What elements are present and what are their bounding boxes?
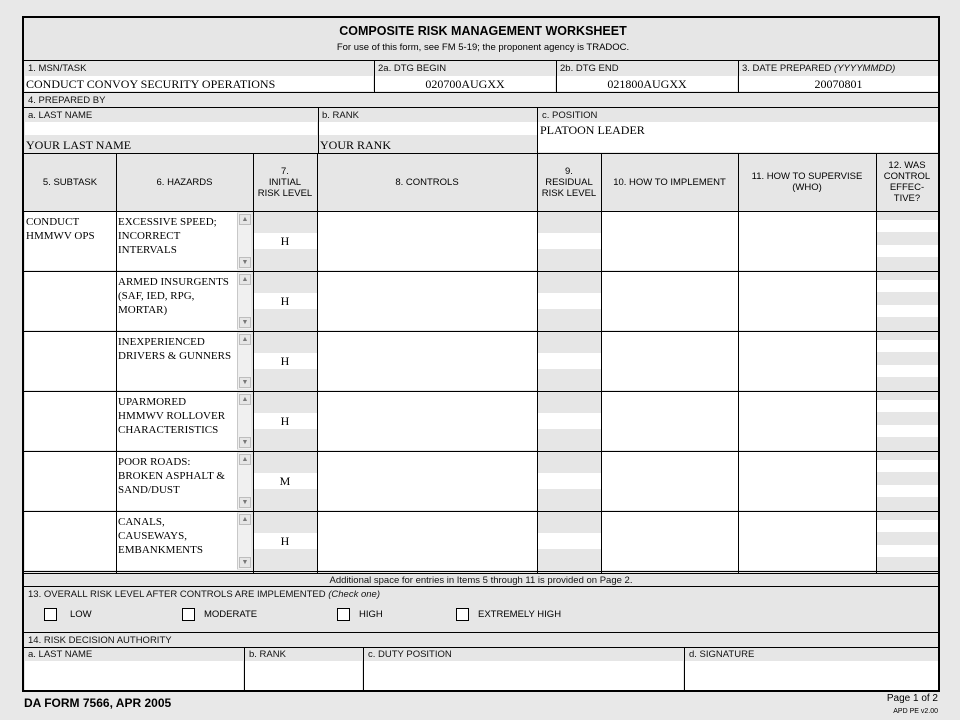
scroll-up-icon[interactable]: ▲ [239, 274, 251, 285]
control-effective-cell[interactable] [877, 425, 938, 437]
subtask-cell[interactable] [25, 392, 116, 450]
scroll-down-icon[interactable]: ▼ [239, 377, 251, 388]
dtg-begin-value: 020700AUGXX [425, 77, 505, 91]
col-how-supervise-header: 11. HOW TO SUPERVISE (WHO) [751, 171, 863, 193]
da-rank-field[interactable] [245, 661, 362, 690]
scroll-down-icon[interactable]: ▼ [239, 497, 251, 508]
scroll-up-icon[interactable]: ▲ [239, 454, 251, 465]
how-implement-cell[interactable] [602, 392, 738, 450]
risk-moderate-checkbox[interactable] [182, 608, 195, 621]
risk-moderate-label: MODERATE [204, 609, 258, 620]
initial-risk-value: H [280, 414, 290, 428]
subtask-cell[interactable] [25, 512, 116, 570]
initial-risk-value: H [280, 354, 290, 368]
residual-risk-cell[interactable] [538, 353, 601, 369]
last-name-value: YOUR LAST NAME [26, 138, 132, 152]
overall-risk-label: 13. OVERALL RISK LEVEL AFTER CONTROLS ARE IMPLEMENTED (Check one) [28, 589, 380, 600]
how-supervise-cell[interactable] [739, 452, 876, 510]
rank-label: b. RANK [322, 110, 359, 121]
controls-cell[interactable] [318, 512, 537, 570]
how-supervise-cell[interactable] [739, 392, 876, 450]
hazard-text: EXCESSIVE SPEED; INCORRECT INTERVALS [118, 216, 217, 256]
form-title: COMPOSITE RISK MANAGEMENT WORKSHEET [339, 24, 627, 38]
risk-extremely-high-label: EXTREMELY HIGH [478, 609, 562, 620]
da-last-name-field[interactable] [25, 661, 243, 690]
how-supervise-cell[interactable] [739, 512, 876, 570]
last-name-top-field[interactable] [25, 122, 317, 135]
col-subtask-header: 5. SUBTASK [42, 176, 98, 188]
scroll-up-icon[interactable]: ▲ [239, 214, 251, 225]
position-label: c. POSITION [542, 110, 598, 121]
da-rank-label: b. RANK [249, 649, 286, 660]
initial-risk-value: H [280, 534, 290, 548]
control-effective-cell[interactable] [877, 400, 938, 412]
date-prepared-label: 3. DATE PREPARED (YYYYMMDD) [742, 63, 896, 74]
control-effective-cell[interactable] [877, 245, 938, 257]
col-residual-risk-header: 9. RESIDUAL RISK LEVEL [541, 165, 597, 199]
hazard-scrollbar[interactable] [237, 333, 251, 389]
scroll-up-icon[interactable]: ▲ [239, 334, 251, 345]
control-effective-cell[interactable] [877, 460, 938, 472]
scroll-down-icon[interactable]: ▼ [239, 557, 251, 568]
control-effective-cell[interactable] [877, 545, 938, 557]
hazard-scrollbar[interactable] [237, 453, 251, 509]
subtask-cell[interactable] [25, 452, 116, 510]
scroll-down-icon[interactable]: ▼ [239, 317, 251, 328]
risk-low-label: LOW [70, 609, 92, 620]
risk-high-checkbox[interactable] [337, 608, 350, 621]
da-signature-label: d. SIGNATURE [689, 649, 755, 660]
hazard-scrollbar[interactable] [237, 273, 251, 329]
dtg-end-value: 021800AUGXX [607, 77, 687, 91]
control-effective-cell[interactable] [877, 485, 938, 497]
controls-cell[interactable] [318, 392, 537, 450]
col-how-implement-header: 10. HOW TO IMPLEMENT [613, 176, 726, 188]
form-version: APD PE v2.00 [893, 708, 938, 715]
da-duty-position-field[interactable] [364, 661, 683, 690]
col-hazards-header: 6. HAZARDS [156, 176, 213, 188]
subtask-cell[interactable] [25, 272, 116, 330]
control-effective-cell[interactable] [877, 340, 938, 352]
decision-authority-label: 14. RISK DECISION AUTHORITY [28, 635, 172, 646]
risk-extremely-high-checkbox[interactable] [456, 608, 469, 621]
da-signature-field[interactable] [685, 661, 938, 690]
hazard-scrollbar[interactable] [237, 513, 251, 569]
hazard-text: CANALS, CAUSEWAYS, EMBANKMENTS [118, 516, 203, 556]
risk-worksheet-form [22, 16, 940, 692]
control-effective-cell[interactable] [877, 280, 938, 292]
residual-risk-cell[interactable] [538, 413, 601, 429]
form-id: DA FORM 7566, APR 2005 [24, 696, 172, 710]
initial-risk-value: M [279, 474, 291, 488]
initial-risk-value: H [280, 234, 290, 248]
risk-high-label: HIGH [359, 609, 383, 620]
how-supervise-cell[interactable] [739, 212, 876, 270]
controls-cell[interactable] [318, 272, 537, 330]
hazard-text: ARMED INSURGENTS (SAF, IED, RPG, MORTAR) [118, 276, 229, 316]
control-effective-cell[interactable] [877, 220, 938, 232]
controls-cell[interactable] [318, 452, 537, 510]
scroll-down-icon[interactable]: ▼ [239, 257, 251, 268]
how-supervise-cell[interactable] [739, 332, 876, 390]
hazard-text: INEXPERIENCED DRIVERS & GUNNERS [118, 336, 232, 362]
how-implement-cell[interactable] [602, 452, 738, 510]
how-implement-cell[interactable] [602, 212, 738, 270]
initial-risk-value: H [280, 294, 290, 308]
additional-space-note: Additional space for entries in Items 5 through 11 is provided on Page 2. [329, 575, 633, 586]
controls-cell[interactable] [318, 212, 537, 270]
da-duty-position-label: c. DUTY POSITION [368, 649, 452, 660]
last-name-label: a. LAST NAME [28, 110, 93, 121]
col-control-effective-header: 12. WAS CONTROL EFFEC- TIVE? [883, 160, 931, 204]
control-effective-cell[interactable] [877, 305, 938, 317]
date-prepared-value: 20070801 [814, 77, 863, 91]
how-implement-cell[interactable] [602, 272, 738, 330]
subtask-cell[interactable] [25, 332, 116, 390]
dtg-begin-label: 2a. DTG BEGIN [378, 63, 447, 74]
scroll-down-icon[interactable]: ▼ [239, 437, 251, 448]
residual-risk-cell[interactable] [538, 233, 601, 249]
scroll-up-icon[interactable]: ▲ [239, 394, 251, 405]
risk-low-checkbox[interactable] [44, 608, 57, 621]
controls-cell[interactable] [318, 332, 537, 390]
msn-task-label: 1. MSN/TASK [28, 63, 87, 74]
form-subtitle: For use of this form, see FM 5-19; the proponent agency is TRADOC. [336, 42, 630, 53]
prepared-by-label: 4. PREPARED BY [28, 95, 106, 106]
msn-task-value: CONDUCT CONVOY SECURITY OPERATIONS [26, 77, 276, 91]
da-last-name-label: a. LAST NAME [28, 649, 93, 660]
page-number: Page 1 of 2 [886, 693, 938, 704]
how-implement-cell[interactable] [602, 512, 738, 570]
col-controls-header: 8. CONTROLS [395, 176, 459, 188]
residual-risk-cell[interactable] [538, 473, 601, 489]
dtg-end-label: 2b. DTG END [560, 63, 619, 74]
hazard-text: POOR ROADS: BROKEN ASPHALT & SAND/DUST [118, 456, 225, 496]
col-initial-risk-header: 7. INITIAL RISK LEVEL [257, 165, 313, 199]
control-effective-cell[interactable] [877, 365, 938, 377]
hazard-scrollbar[interactable] [237, 393, 251, 449]
scroll-up-icon[interactable]: ▲ [239, 514, 251, 525]
hazard-text: UPARMORED HMMWV ROLLOVER CHARACTERISTICS [118, 396, 226, 436]
hazard-scrollbar[interactable] [237, 213, 251, 269]
how-supervise-cell[interactable] [739, 272, 876, 330]
rank-value: YOUR RANK [320, 138, 392, 152]
control-effective-cell[interactable] [877, 520, 938, 532]
residual-risk-cell[interactable] [538, 293, 601, 309]
rank-top-field[interactable] [319, 122, 537, 135]
subtask-text: CONDUCT HMMWV OPS [26, 216, 95, 242]
position-value: PLATOON LEADER [540, 123, 645, 137]
how-implement-cell[interactable] [602, 332, 738, 390]
residual-risk-cell[interactable] [538, 533, 601, 549]
